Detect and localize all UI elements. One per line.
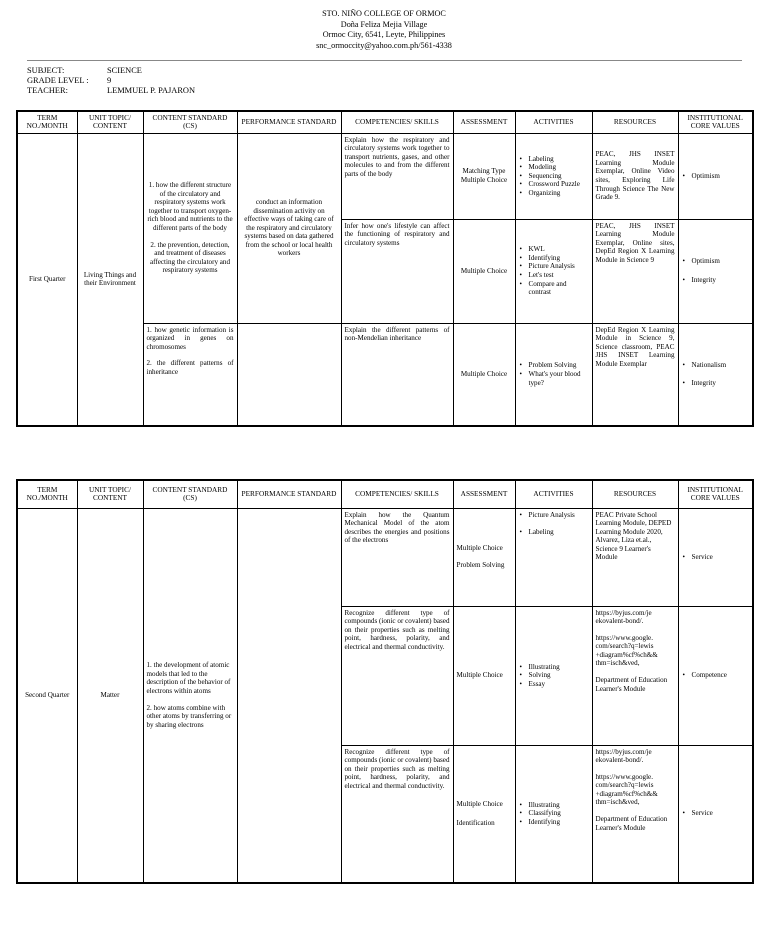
col-assessment: ASSESSMENT <box>453 111 515 133</box>
activity-item: • Illustrating <box>527 663 589 672</box>
school-address-line2: Ormoc City, 6541, Leyte, Philippines <box>322 30 446 39</box>
content-standard-cell <box>143 323 237 426</box>
activity-item: • Compare and contrast <box>527 280 589 297</box>
resources-cell <box>592 745 678 883</box>
content-standard-item: 1. the development of atomic models that led to the description of the behavior of electrons within atoms <box>146 661 231 695</box>
content-standard-item: 2. how atoms combine with other atoms by transferring or by sharing electrons <box>146 703 232 729</box>
performance-standard-cell <box>237 508 341 883</box>
col-term: TERM NO./MONTH <box>17 480 77 508</box>
school-address-line1: Doña Feliza Mejia Village <box>340 19 428 29</box>
grade-label: GRADE LEVEL : <box>27 76 89 86</box>
activities-cell <box>515 508 592 606</box>
activity-item: • Classifying <box>527 809 589 818</box>
col-competencies: COMPETENCIES/ SKILLS <box>341 480 453 508</box>
col-performance-standard: PERFORMANCE STANDARD <box>237 480 341 508</box>
subject-label: SUBJECT: <box>27 66 65 75</box>
assessment-cell: Matching Type Multiple Choice <box>453 133 515 219</box>
core-values-cell <box>678 219 753 323</box>
resources-cell <box>592 606 678 745</box>
core-value-item: • Competence <box>690 671 750 680</box>
activity-item: • What's your blood type? <box>527 370 589 387</box>
assessment-item: Problem Solving <box>456 561 505 569</box>
core-value-item: • Integrity <box>690 276 750 285</box>
table-header-row <box>17 480 753 508</box>
table-header-row <box>17 111 753 133</box>
col-core-values: INSTITUTIONAL CORE VALUES <box>678 480 753 508</box>
competency-cell: Infer how one's lifestyle can affect the functioning of respiratory and circulatory systems <box>341 219 453 323</box>
col-core-values: INSTITUTIONAL CORE VALUES <box>678 111 753 133</box>
activity-item: • Identifying <box>527 254 589 263</box>
col-content-standard: CONTENT STANDARD (CS) <box>143 111 237 133</box>
term-cell: Second Quarter <box>17 508 77 883</box>
content-standard-cell <box>143 133 237 323</box>
col-term: TERM NO./MONTH <box>17 111 77 133</box>
assessment-item: Multiple Choice <box>456 671 503 680</box>
col-assessment: ASSESSMENT <box>453 480 515 508</box>
col-unit: UNIT TOPIC/ CONTENT <box>77 480 143 508</box>
activity-item: • Identifying <box>527 818 589 827</box>
resources-cell: PEAC, JHS INSET Learning Module Exemplar, Online sites, DepEd Region X Learning Module in Science 9 <box>592 219 678 323</box>
unit-cell: Matter <box>77 508 143 883</box>
activities-cell <box>515 606 592 745</box>
core-values-cell <box>678 745 753 883</box>
content-standard-item: 1. how the different structure of the circulatory and respiratory systems work together to transport oxygen-rich blood and nutrients to the different parts of the body <box>147 181 233 232</box>
activity-item: • Labeling <box>527 155 589 164</box>
resource-item: Department of Education Learner's Module <box>595 815 668 832</box>
resource-item: https://www.google. com/search?q=lewis +diagram%cf%ch&& thm=isch&ved, <box>595 772 658 807</box>
unit-cell: Living Things and their Environment <box>77 133 143 426</box>
school-header <box>0 9 768 51</box>
activities-cell <box>515 323 592 426</box>
school-name: STO. NIÑO COLLEGE OF ORMOC <box>322 9 446 18</box>
teacher-value: LEMMUEL P. PAJARON <box>107 86 196 96</box>
activity-item: • Modeling <box>527 163 589 172</box>
col-content-standard: CONTENT STANDARD (CS) <box>143 480 237 508</box>
curriculum-map-first-quarter <box>16 110 754 427</box>
core-values-cell <box>678 323 753 426</box>
activity-item: • Sequencing <box>527 172 589 181</box>
col-performance-standard: PERFORMANCE STANDARD <box>237 111 341 133</box>
activity-item: • Let's test <box>527 271 589 280</box>
document-meta <box>27 66 195 97</box>
school-contact: snc_ormoccity@yahoo.com.ph/561-4338 <box>316 40 452 50</box>
competency-cell: Recognize different type of compounds (ionic or covalent) based on their properties such as melting point, hardness, polarity, and electrical and thermal conductivity. <box>341 606 453 745</box>
content-standard-cell <box>143 508 237 883</box>
assessment-cell <box>453 606 515 745</box>
core-value-item: • Service <box>690 809 750 818</box>
teacher-label: TEACHER: <box>27 86 68 96</box>
assessment-cell <box>453 508 515 606</box>
resource-item: https://byjus.com/je ekovalent-bond/. <box>595 747 652 765</box>
content-standard-item: 1. how genetic information is organized in genes on chromosomes <box>146 325 234 351</box>
core-values-cell <box>678 606 753 745</box>
resources-cell: DepEd Region X Learning Module in Science 9, Science classroom, PEAC JHS INSET Learning Module Exemplar <box>592 323 678 426</box>
col-activities: ACTIVITIES <box>515 111 592 133</box>
core-value-item: • Nationalism <box>690 361 750 370</box>
table-row <box>17 508 753 606</box>
assessment-item: Identification <box>456 818 495 827</box>
assessment-cell <box>453 745 515 883</box>
subject-value: SCIENCE <box>107 66 142 75</box>
resource-item: Department of Education Learner's Module <box>595 676 668 693</box>
activities-cell <box>515 133 592 219</box>
col-competencies: COMPETENCIES/ SKILLS <box>341 111 453 133</box>
core-value-item: • Optimism <box>690 172 750 181</box>
activity-item: • KWL <box>527 245 589 254</box>
activity-item: • Problem Solving <box>527 361 589 370</box>
resources-cell: PEAC, JHS INSET Learning Module Exemplar, Online Video sites, Exploring Life Through Science The New Grade 9. <box>592 133 678 219</box>
competency-cell: Explain the different patterns of non-Mendelian inheritance <box>341 323 453 426</box>
col-resources: RESOURCES <box>592 480 678 508</box>
resource-item: https://www.google. com/search?q=lewis +diagram%cf%ch&& thm=isch&ved, <box>595 633 658 668</box>
activity-item: • Picture Analysis <box>527 262 589 271</box>
activity-item: • Solving <box>527 671 589 680</box>
grade-value: 9 <box>107 76 112 86</box>
core-value-item: • Service <box>690 553 750 562</box>
activities-cell <box>515 219 592 323</box>
competency-cell: Explain how the respiratory and circulatory systems work together to transport nutrients, gases, and other molecules to and from the different parts of the body <box>341 133 453 219</box>
performance-standard-cell <box>237 323 341 426</box>
col-resources: RESOURCES <box>592 111 678 133</box>
activity-item: • Organizing <box>527 189 589 198</box>
assessment-cell: Multiple Choice <box>453 323 515 426</box>
activity-item: • Essay <box>527 680 589 689</box>
content-standard-item: 2. the different patterns of inheritance <box>146 359 234 376</box>
resource-item: https://byjus.com/je ekovalent-bond/. <box>595 608 652 626</box>
core-values-cell <box>678 508 753 606</box>
core-value-item: • Integrity <box>690 379 750 388</box>
assessment-cell: Multiple Choice <box>453 219 515 323</box>
activity-item: • Picture Analysis <box>527 511 589 520</box>
col-activities: ACTIVITIES <box>515 480 592 508</box>
col-unit: UNIT TOPIC/ CONTENT <box>77 111 143 133</box>
activity-item: • Labeling <box>527 528 589 537</box>
curriculum-map-second-quarter <box>16 479 754 884</box>
resources-cell: PEAC Private School Learning Module, DEPED Learning Module 2020, Alvarez, Liza et.al., Science 9 Learner's Module <box>592 508 678 606</box>
competency-cell: Explain how the Quantum Mechanical Model of the atom describes the energies and positions of the electrons <box>341 508 453 606</box>
header-divider <box>27 60 742 61</box>
competency-cell: Recognize different type of compounds (ionic or covalent) based on their properties such as melting point, hardness, polarity, and electrical and thermal conductivity. <box>341 745 453 883</box>
activity-item: • Crossword Puzzle <box>527 180 589 189</box>
assessment-item: Multiple Choice <box>456 544 503 553</box>
activity-item: • Illustrating <box>527 801 589 810</box>
activities-cell <box>515 745 592 883</box>
content-standard-item: 2. the prevention, detection, and treatment of diseases affecting the circulatory and respiratory systems <box>149 240 231 275</box>
performance-standard-cell: conduct an information dissemination activity on effective ways of taking care of the respiratory and circulatory systems based on data gathered from the school or local health workers <box>237 133 341 323</box>
core-value-item: • Optimism <box>690 257 750 266</box>
term-cell: First Quarter <box>17 133 77 426</box>
table-row <box>17 133 753 219</box>
core-values-cell <box>678 133 753 219</box>
assessment-item: Multiple Choice <box>456 800 503 809</box>
